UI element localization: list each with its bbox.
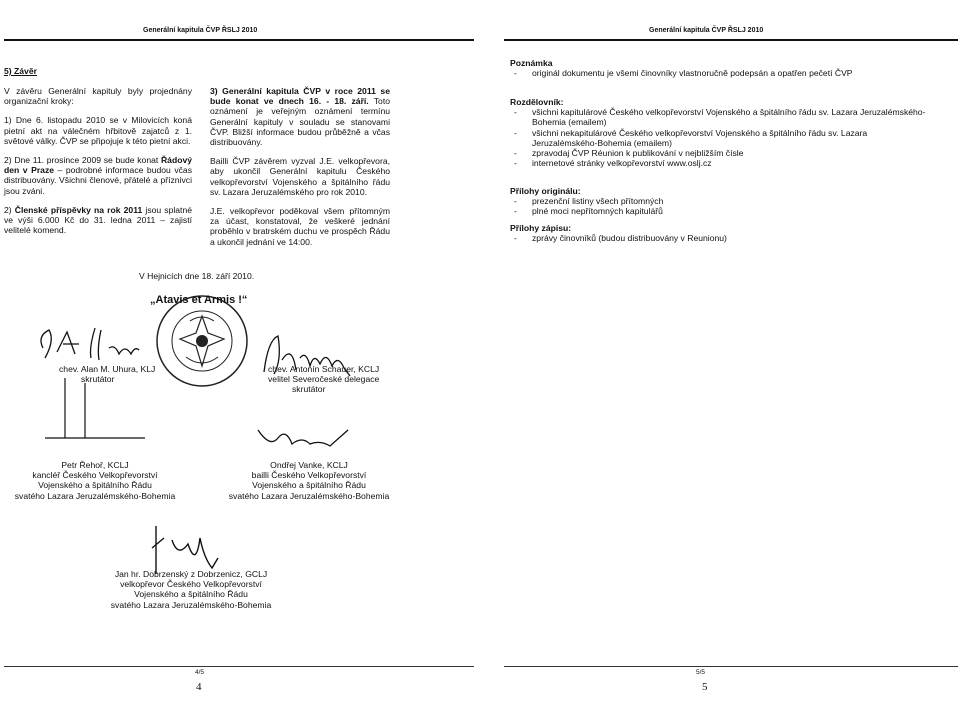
distribution-item: - všichni nekapitulárové Českého velkopřevorství Vojenského a špitálního řádu sv. Lazara Jeruzalémského-Bohemia (emailem) bbox=[510, 128, 930, 148]
item-chapter-2011: 3) Generální kapitula ČVP v roce 2011 se bude konat ve dnech 16. - 18. září. Toto oznámení je veřejným oznámení termínu Generální kapituly v souladu se stanovami ČVP. Bližší informace budou průběžně a včas distribuovány. bbox=[210, 86, 390, 148]
signatory-uhura-name: chev. Alan M. Uhura, KLJ bbox=[59, 364, 156, 374]
signatory-dobrzensky-role2: Vojenského a špitálního Řádu bbox=[134, 589, 248, 600]
attachment-item: - plné moci nepřítomných kapitulářů bbox=[510, 206, 930, 216]
item-order-day: 2) Dne 11. prosince 2009 se bude konat Řádový den v Praze – podrobné informace budou včas distribuovány. Všichni členové, přátelé a příznivci jsou zváni. bbox=[4, 155, 193, 196]
signatory-vanke-role2: Vojenského a špitálního Řádu bbox=[252, 480, 366, 491]
original-attachments-section bbox=[510, 186, 930, 217]
page-number: 5 bbox=[702, 681, 708, 693]
signatory-dobrzensky-name: Jan hr. Dobrzenský z Dobrzenicz, GCLJ bbox=[114, 569, 268, 579]
header-rule bbox=[504, 39, 958, 41]
signatory-rehor bbox=[3, 460, 187, 501]
signatory-rehor-role3: svatého Lazara Jeruzalémského-Bohemia bbox=[14, 490, 176, 501]
signatory-schauer-role: velitel Severočeské delegace bbox=[268, 374, 380, 385]
page-header: Generální kapitula ČVP ŘSLJ 2010 bbox=[649, 27, 764, 34]
attachment-item: - prezenční listiny všech přítomných bbox=[510, 196, 930, 206]
footer-rule bbox=[4, 666, 474, 667]
distribution-item: - internetové stránky velkopřevorství www.oslj.cz bbox=[510, 158, 930, 168]
page-header: Generální kapitula ČVP ŘSLJ 2010 bbox=[143, 27, 258, 34]
page-number-small: 4/5 bbox=[195, 669, 205, 676]
right-page bbox=[480, 0, 960, 713]
minutes-attachments-section bbox=[510, 223, 930, 243]
intro-paragraph: V závěru Generální kapituly byly projednány organizační kroky: bbox=[4, 86, 192, 107]
note-item: - originál dokumentu je všemi činovníky vlastnoručně podepsán a opatřen pečetí ČVP bbox=[510, 68, 930, 78]
signatory-rehor-name: Petr Řehoř, KCLJ bbox=[61, 460, 129, 470]
bailli-paragraph: Bailli ČVP závěrem vyzval J.E. velkopřevora, aby ukončil Generální kapitulu Českého velkopřevorství Vojenského a špitálního řádu sv. Lazara Jeruzalémského pro rok 2010. bbox=[210, 156, 390, 197]
minutes-attachment-item: - zprávy činovníků (budou distribuovány v Reunionu) bbox=[510, 233, 930, 243]
signatory-dobrzensky-role3: svatého Lazara Jeruzalémského-Bohemia bbox=[110, 599, 272, 610]
note-title: Poznámka bbox=[510, 58, 553, 68]
footer-rule bbox=[504, 666, 958, 667]
closing-paragraph: J.E. velkopřevor poděkoval všem přítomným za účast, konstatoval, že veškeré jednání proběhlo v bratrském duchu ve prospěch Řádu a ukončil jednání ve 14:00. bbox=[210, 206, 390, 247]
signatory-schauer-role2: skrutátor bbox=[292, 384, 326, 395]
order-motto: „Atavis et Armis !“ bbox=[150, 294, 248, 306]
distribution-item: - všichni kapitulárové Českého velkopřevorství Vojenského a špitálního řádu sv. Lazara Jeruzalémského-Bohemia (emailem) bbox=[510, 107, 930, 127]
column-one bbox=[4, 86, 192, 235]
signatory-schauer bbox=[268, 364, 379, 395]
original-attachments-title: Přílohy originálu: bbox=[510, 186, 581, 196]
header-rule bbox=[4, 39, 474, 41]
distribution-title: Rozdělovník: bbox=[510, 97, 564, 107]
signatory-vanke-role3: svatého Lazara Jeruzalémského-Bohemia bbox=[228, 490, 390, 501]
signatory-rehor-role1: kancléř Českého Velkopřevorství bbox=[32, 470, 158, 481]
signatory-schauer-name: chev. Antonín Schauer, KCLJ bbox=[268, 364, 380, 374]
page-number: 4 bbox=[196, 681, 202, 693]
signatory-rehor-role2: Vojenského a špitálního Řádu bbox=[38, 480, 152, 491]
page-number-small: 5/5 bbox=[696, 669, 706, 676]
note-section bbox=[510, 58, 930, 78]
item-membership-fees: 2) Členské příspěvky na rok 2011 jsou splatné ve výši 6.000 Kč do 31. ledna 2011 – zajistí velitelé komend. bbox=[4, 204, 192, 236]
signature-rehor-icon bbox=[40, 378, 150, 453]
item-milovice: 1) Dne 6. listopadu 2010 se v Milovicích koná pietní akt na válečném hřbitově zajatců z 1. světové války. ČVP se připojuje k této pietní akci. bbox=[4, 115, 192, 146]
signatory-dobrzensky-role1: velkopřevor Českého Velkopřevorství bbox=[120, 579, 262, 590]
signatory-vanke-role1: bailli Českého Velkopřevorství bbox=[251, 470, 367, 481]
signatory-vanke-name: Ondřej Vanke, KCLJ bbox=[270, 460, 348, 470]
column-two bbox=[210, 86, 390, 247]
distribution-section bbox=[510, 97, 930, 168]
minutes-attachments-title: Přílohy zápisu: bbox=[510, 223, 572, 233]
signatory-dobrzensky bbox=[96, 569, 286, 610]
distribution-item: - zpravodaj ČVP Réunion k publikování v nejbližším čísle bbox=[510, 148, 930, 158]
section-title: 5) Závěr bbox=[4, 66, 37, 76]
place-date: V Hejnicích dne 18. září 2010. bbox=[139, 271, 255, 281]
signature-vanke-icon bbox=[250, 418, 360, 458]
signatory-vanke bbox=[204, 460, 414, 501]
signatory-uhura-role: skrutátor bbox=[81, 374, 115, 385]
